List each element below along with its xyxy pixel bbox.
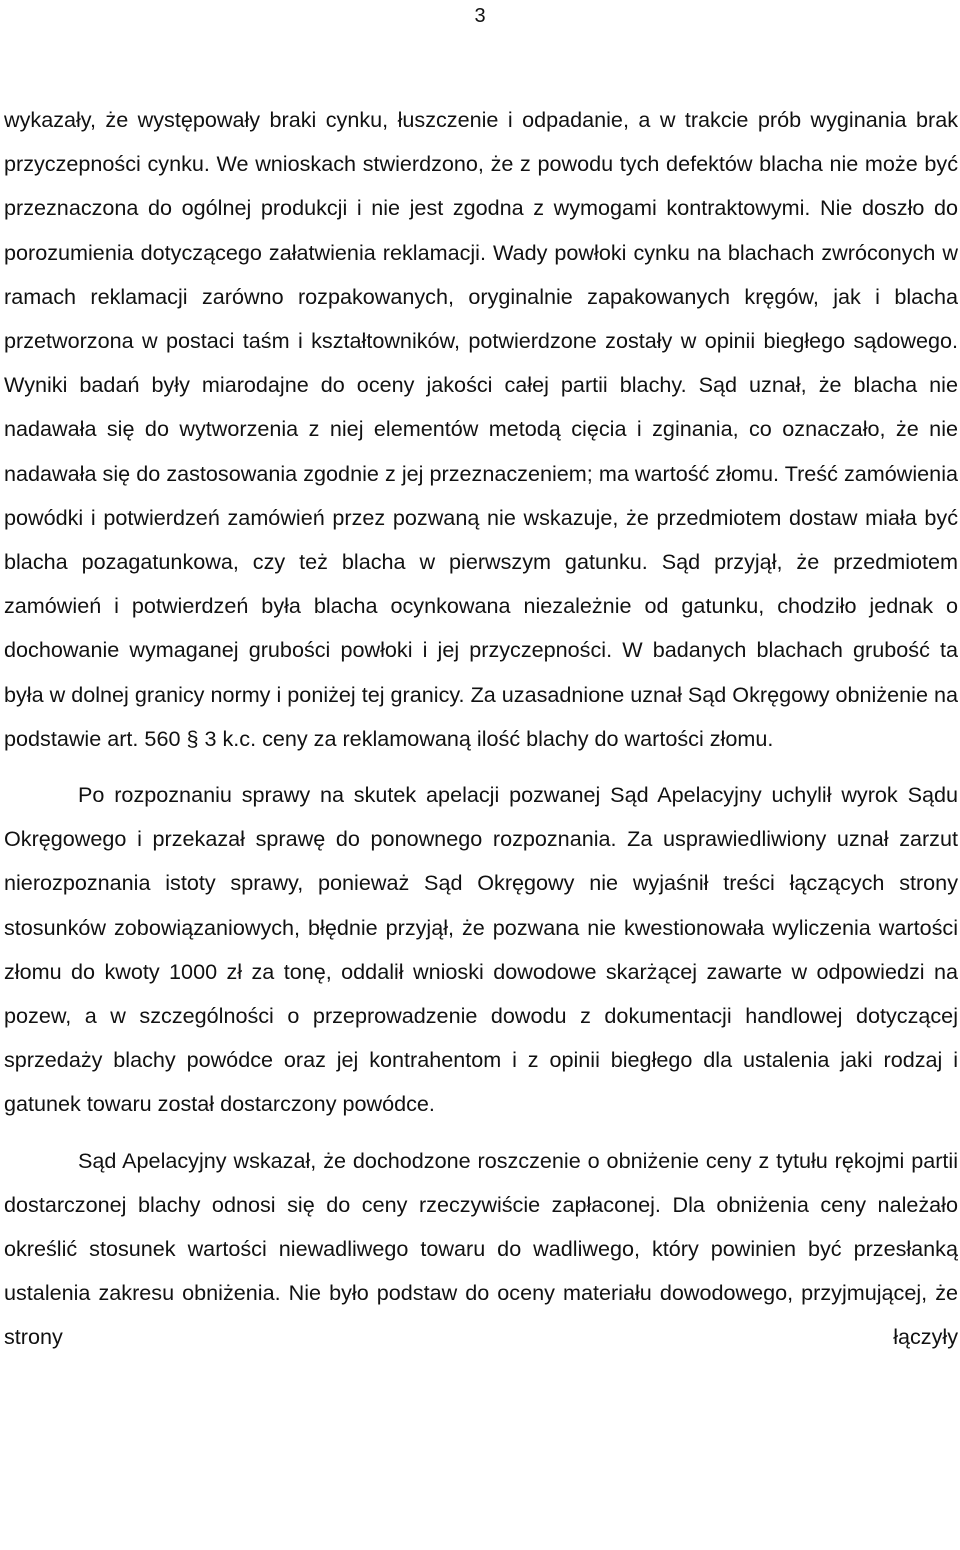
paragraph-gap bbox=[4, 1127, 958, 1139]
page-number: 3 bbox=[474, 5, 486, 27]
paragraph-2: Po rozpoznaniu sprawy na skutek apelacji pozwanej Sąd Apelacyjny uchylił wyrok Sądu Okręgowego i przekazał sprawę do ponownego rozpoznania. Za usprawiedliwiony uznał zarzut nierozpoznania istoty sprawy, ponieważ Sąd Okręgowy nie wyjaśnił treści łączących strony stosunków zobowiązaniowych, błędnie przyjął, że pozwana nie kwestionowała wyliczenia wartości złomu do kwoty 1000 zł za tonę, oddalił wnioski dowodowe skarżącej zawarte w odpowiedzi na pozew, a w szczególności o przeprowadzenie dowodu z dokumentacji handlowej dotyczącej sprzedaży blachy powódce oraz jej kontrahentom i z opinii biegłego dla ustalenia jaki rodzaj i gatunek towaru został dostarczony powódce. bbox=[4, 782, 958, 1117]
document-body bbox=[4, 98, 958, 1360]
paragraph-1: wykazały, że występowały braki cynku, łuszczenie i odpadanie, a w trakcie prób wyginania brak przyczepności cynku. We wnioskach stwierdzono, że z powodu tych defektów blacha nie może być przeznaczona do ogólnej produkcji i nie jest zgodna z wymogami kontraktowymi. Nie doszło do porozumienia dotyczącego załatwienia reklamacji. Wady powłoki cynku na blachach zwróconych w ramach reklamacji zarówno rozpakowanych, oryginalnie zapakowanych kręgów, jak i blacha przetworzona w postaci taśm i kształtowników, potwierdzone zostały w opinii biegłego sądowego. Wyniki badań były miarodajne do oceny jakości całej partii blachy. Sąd uznał, że blacha nie nadawała się do wytworzenia z niej elementów metodą cięcia i zginania, co oznaczało, że nie nadawała się do zastosowania zgodnie z jej przeznaczeniem; ma wartość złomu. Treść zamówienia powódki i potwierdzeń zamówień przez pozwaną nie wskazuje, że przedmiotem dostaw miała być blacha pozagatunkowa, czy też blacha w pierwszym gatunku. Sąd przyjął, że przedmiotem zamówień i potwierdzeń była blacha ocynkowana niezależnie od gatunku, chodziło jednak o dochowanie wymaganej grubości powłoki i jej przyczepności. W badanych blachach grubość ta była w dolnej granicy normy i poniżej tej granicy. Za uzasadnione uznał Sąd Okręgowy obniżenie na podstawie art. 560 § 3 k.c. ceny za reklamowaną ilość blachy do wartości złomu. bbox=[4, 107, 958, 751]
paragraph-gap bbox=[4, 761, 958, 773]
paragraph-3: Sąd Apelacyjny wskazał, że dochodzone roszczenie o obniżenie ceny z tytułu rękojmi partii dostarczonej blachy odnosi się do ceny rzeczywiście zapłaconej. Dla obniżenia ceny należało określić stosunek wartości niewadliwego towaru do wadliwego, który powinien być przesłanką ustalenia zakresu obniżenia. Nie było podstaw do oceny materiału dowodowego, przyjmującej, że strony łączyły bbox=[4, 1147, 958, 1350]
